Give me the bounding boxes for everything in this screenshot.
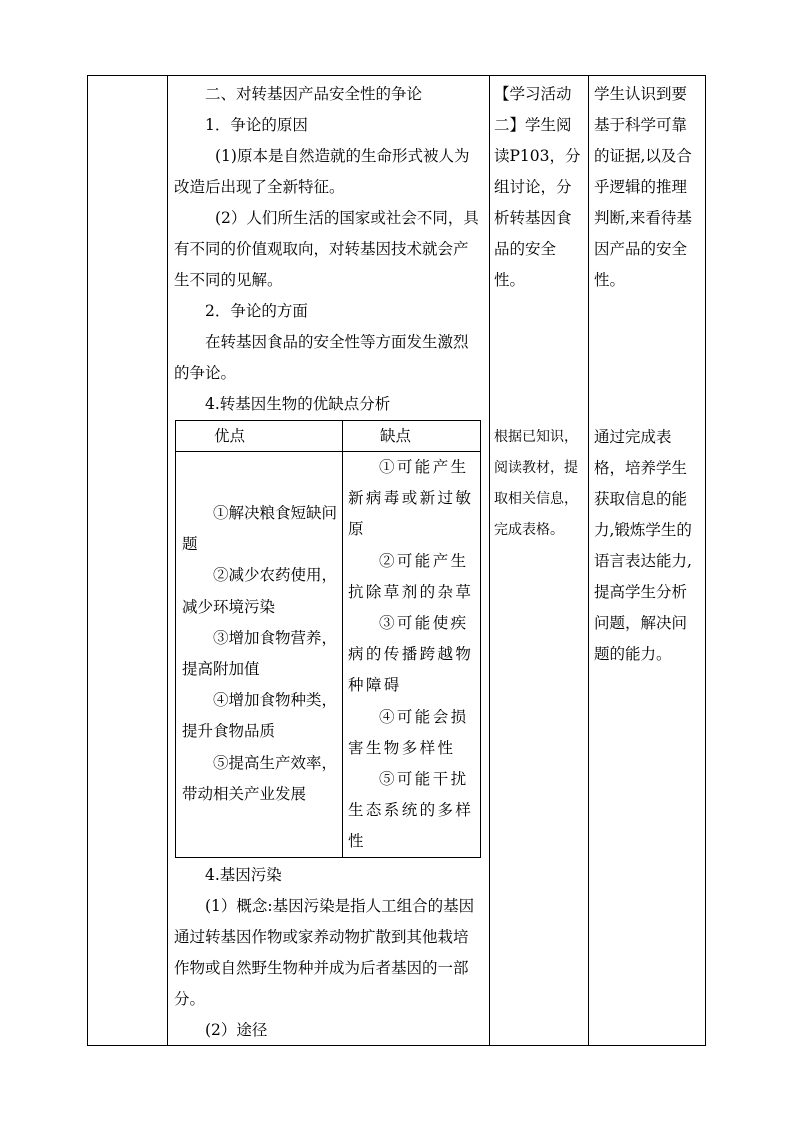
header-cons: 缺点 [380, 427, 412, 445]
list-item: ④可能会损害生物多样性 [348, 707, 469, 757]
subheading-analysis: 4.转基因生物的优缺点分析 [205, 395, 391, 413]
route-text: (2）途径 [205, 1021, 268, 1039]
activity-text: 【学习活动二】学生阅读P103，分组讨论，分析转基因食品的安全性。 [494, 85, 581, 289]
content-column-lower [174, 860, 482, 1046]
aspect-text: 在转基因食品的安全性等方面发生激烈的争论。 [174, 333, 469, 382]
intent-text-2: 通过完成表格，培养学生获取信息的能力,锻炼学生的语言表达能力,提高学生分析问题，解决问题的能力。 [594, 428, 692, 663]
header-pros: 优点 [214, 427, 246, 445]
content-column [174, 79, 482, 420]
pros-list [182, 498, 338, 810]
lesson-table [87, 75, 706, 1046]
pros-cons-table [175, 420, 481, 858]
column-divider [167, 76, 168, 1045]
activity-column [494, 79, 586, 296]
list-item: ③增加食物营养，提高附加值 [182, 628, 338, 679]
list-item: ①可能产生新病毒或新过敏原 [348, 458, 474, 539]
column-divider [588, 76, 589, 1045]
intent-text-1: 学生认识到要基于科学可靠的证据,以及合乎逻辑的推理判断,来看待基因产品的安全性。 [594, 85, 692, 289]
task-text: 根据已知识，阅读教材，提取相关信息，完成表格。 [494, 429, 578, 538]
table-divider [342, 421, 343, 857]
subheading-gene-pollution: 4.基因污染 [205, 866, 282, 884]
list-item: ②可能产生抗除草剂的杂草 [348, 551, 474, 601]
column-divider [489, 76, 490, 1045]
concept-text: (1）概念:基因污染是指人工组合的基因通过转基因作物或家养动物扩散到其他栽培作物或自然野生物种并成为后者基因的一部分。 [174, 897, 475, 1008]
list-item: ④增加食物种类，提升食物品质 [182, 691, 338, 741]
list-item: ⑤可能干扰生态系统的多样性 [348, 770, 474, 851]
task-cell [494, 422, 586, 546]
reason-1: (1)原本是自然造就的生命形式被人为改造后出现了全新特征。 [174, 147, 470, 196]
list-item: ⑤提高生产效率，带动相关产业发展 [182, 753, 338, 803]
cons-list [348, 452, 478, 858]
intent-cell-2 [594, 422, 702, 670]
subheading-reasons: 1．争论的原因 [205, 116, 308, 134]
list-item: ③可能使疾病的传播跨越物种障碍 [348, 614, 474, 695]
list-item: ①解决粮食短缺问题 [182, 504, 338, 554]
subheading-aspects: 2．争论的方面 [205, 302, 308, 320]
intent-column [594, 79, 702, 296]
reason-2: (2）人们所生活的国家或社会不同，具有不同的价值观取向，对转基因技术就会产生不同的见解。 [174, 209, 479, 289]
list-item: ②减少农药使用，减少环境污染 [182, 566, 338, 616]
section-title: 二、对转基因产品安全性的争论 [205, 85, 423, 103]
